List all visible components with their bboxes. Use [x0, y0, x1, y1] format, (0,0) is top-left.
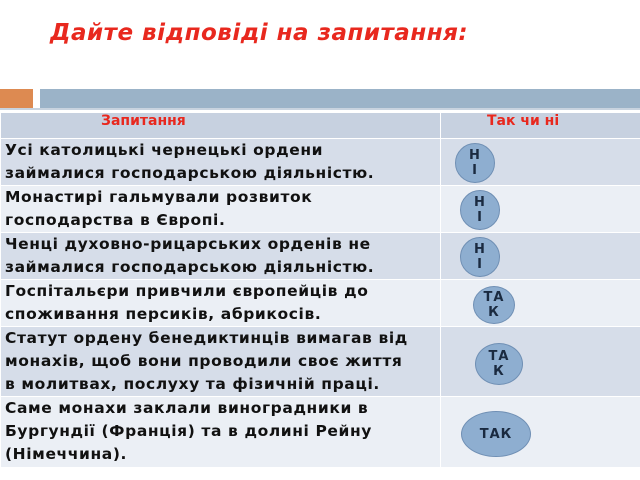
answer-bubble: [460, 190, 500, 230]
answer-cell: [441, 327, 640, 397]
answer-cell: [441, 186, 640, 233]
question-line: споживання персиків, абрикосів.: [5, 305, 322, 323]
question-line: Статут ордену бенедиктинців вимагав від: [5, 329, 408, 347]
question-cell: [1, 233, 441, 280]
question-cell: [1, 139, 441, 186]
table-header-row: [1, 113, 640, 139]
question-line: займалися господарською діяльністю.: [5, 164, 375, 182]
question-line: Монастирі гальмували розвиток: [5, 188, 313, 206]
question-line: Ченці духовно-рицарських орденів не: [5, 235, 371, 253]
table-row: [1, 280, 640, 327]
question-line: Бургундії (Франція) та в долині Рейну: [5, 422, 373, 440]
answer-bubble: [460, 237, 500, 277]
table-row: [1, 139, 640, 186]
question-cell: [1, 327, 441, 397]
answer-line: К: [488, 305, 500, 320]
question-cell: [1, 186, 441, 233]
answer-cell: [441, 233, 640, 280]
decor-bar-orange: [0, 89, 33, 108]
answer-cell: [441, 280, 640, 327]
answer-line: ТА: [483, 290, 505, 305]
question-line: займалися господарською діяльністю.: [5, 258, 375, 276]
answer-line: ТА: [488, 349, 510, 364]
answer-line: Н: [474, 242, 486, 257]
answer-bubble: [473, 286, 515, 324]
decor-bar-blue: [40, 89, 640, 108]
answer-bubble: [461, 411, 531, 457]
page-title: Дайте відповіді на запитання:: [50, 20, 469, 46]
questions-table: [0, 112, 640, 468]
table-row: [1, 186, 640, 233]
question-line: в молитвах, послуху та фізичній праці.: [5, 375, 380, 393]
answer-cell: [441, 397, 640, 468]
answer-bubble: [475, 343, 523, 385]
question-line: Усі католицькі чернецькі ордени: [5, 141, 324, 159]
table-row: [1, 397, 640, 468]
answer-line: ТАК: [479, 426, 513, 442]
header-question: Запитання: [1, 113, 441, 139]
answer-line: І: [477, 257, 483, 272]
question-cell: [1, 397, 441, 468]
question-line: (Німеччина).: [5, 445, 128, 463]
answer-line: Н: [469, 148, 481, 163]
header-answer: Так чи ні: [441, 113, 640, 139]
answer-line: І: [477, 210, 483, 225]
answer-cell: [441, 139, 640, 186]
question-cell: [1, 280, 441, 327]
answer-line: Н: [474, 195, 486, 210]
question-line: господарства в Європі.: [5, 211, 226, 229]
table-row: [1, 233, 640, 280]
decor-divider: [0, 108, 640, 110]
table-row: [1, 327, 640, 397]
question-line: Саме монахи заклали виноградники в: [5, 399, 369, 417]
question-line: Госпітальєри привчили європейців до: [5, 282, 369, 300]
answer-line: І: [472, 163, 478, 178]
answer-line: К: [493, 364, 505, 379]
answer-bubble: [455, 143, 495, 183]
question-line: монахів, щоб вони проводили своє життя: [5, 352, 403, 370]
